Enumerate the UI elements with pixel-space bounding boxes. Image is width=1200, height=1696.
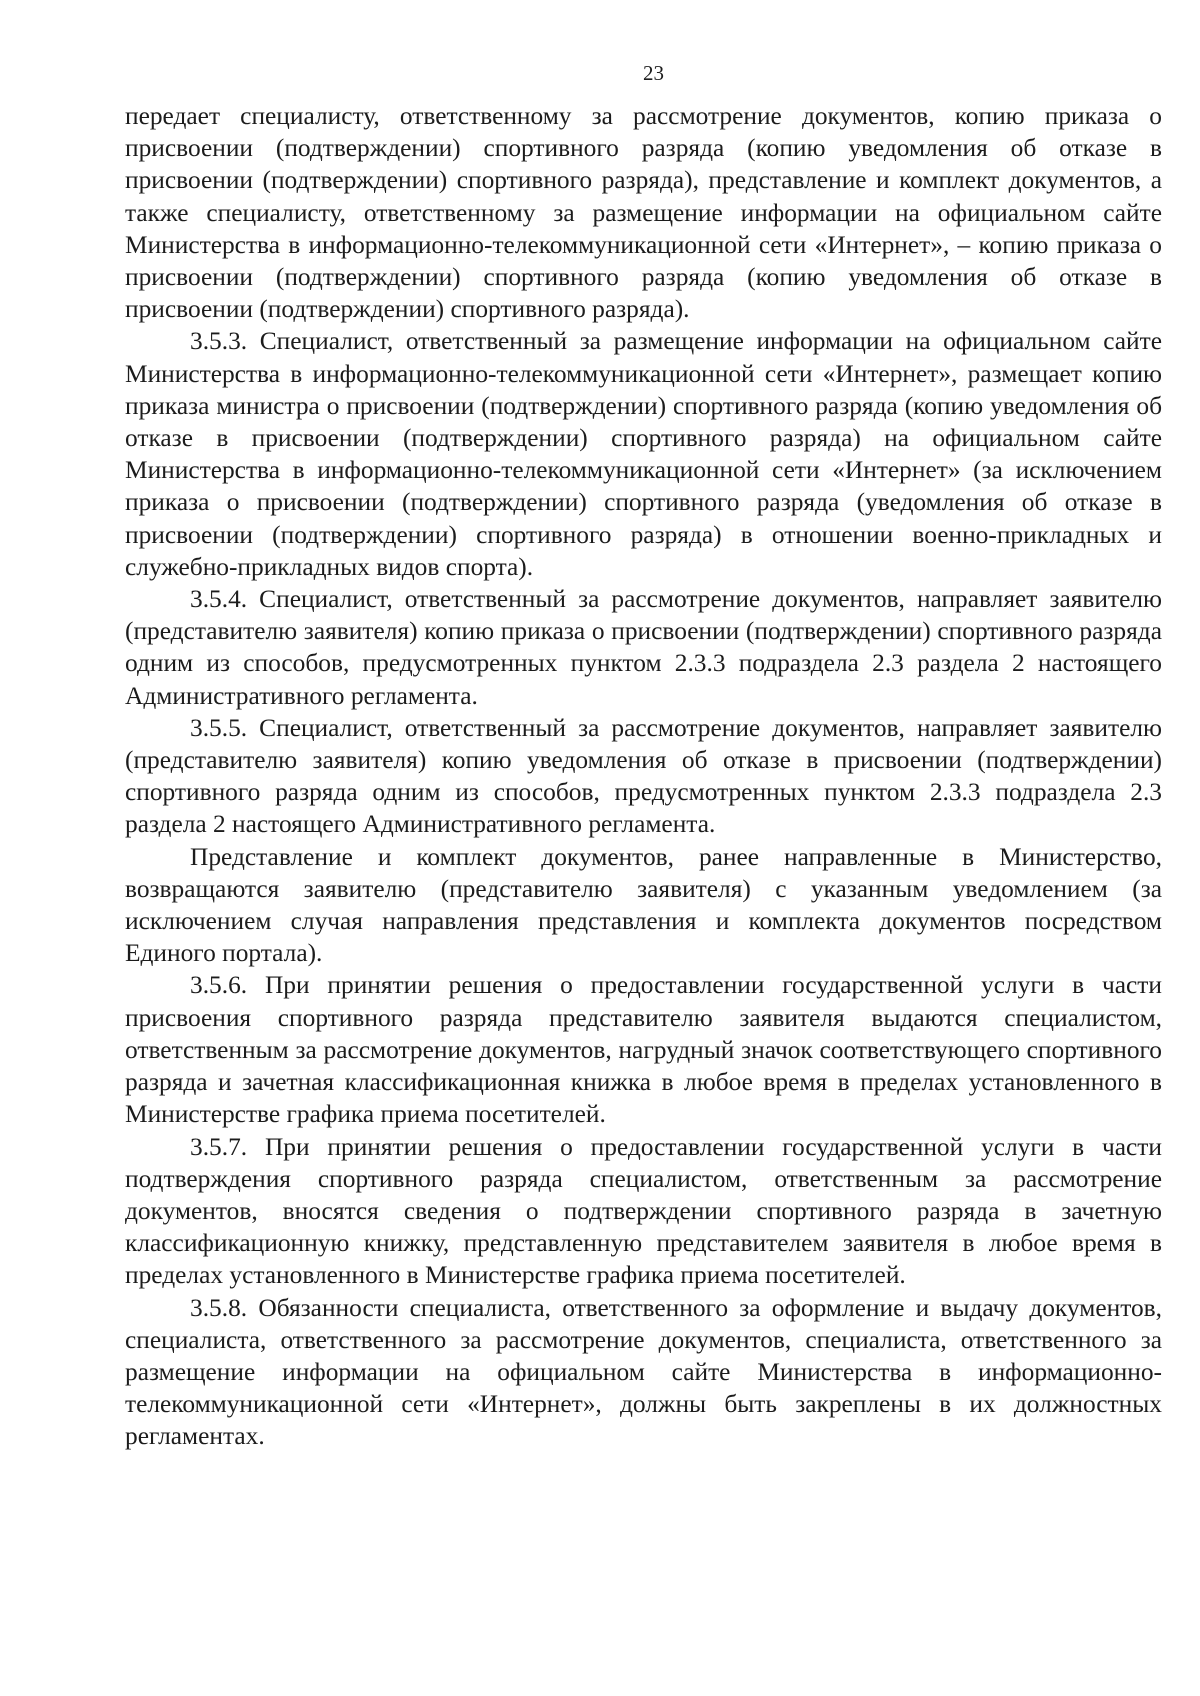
paragraph-3-5-4: 3.5.4. Специалист, ответственный за рассмотрение документов, направляет заявителю (представителю заявителя) копию приказа о присвоении (подтверждении) спортивного разряда одним из способов, предусмотренных пунктом 2.3.3 подраздела 2.3 раздела 2 настоящего Административного регламента.	[125, 585, 1162, 710]
document-page	[125, 58, 1162, 1453]
page-number: 23	[643, 61, 664, 85]
paragraph-3-5-7: 3.5.7. При принятии решения о предоставлении государственной услуги в части подтверждения спортивного разряда специалистом, ответственным за рассмотрение документов, вносятся сведения о подтверждении спортивного разряда в зачетную классификационную книжку, представленную представителем заявителя в любое время в пределах установленного в Министерстве графика приема посетителей.	[125, 1132, 1162, 1290]
paragraph-returned-documents: Представление и комплект документов, ранее направленные в Министерство, возвращаются заявителю (представителю заявителя) с указанным уведомлением (за исключением случая направления представления и комплекта документов посредством Единого портала).	[125, 842, 1162, 968]
paragraph-3-5-5: 3.5.5. Специалист, ответственный за рассмотрение документов, направляет заявителю (представителю заявителя) копию уведомления об отказе в присвоении (подтверждении) спортивного разряда одним из способов, предусмотренных пунктом 2.3.3 подраздела 2.3 раздела 2 настоящего Административного регламента.	[125, 713, 1162, 839]
paragraph-3-5-6: 3.5.6. При принятии решения о предоставлении государственной услуги в части присвоения спортивного разряда представителю заявителя выдаются специалистом, ответственным за рассмотрение документов, нагрудный значок соответствующего спортивного разряда и зачетная классификационная книжка в любое время в пределах установленного в Министерстве графика приема посетителей.	[125, 971, 1162, 1129]
paragraph-3-5-8: 3.5.8. Обязанности специалиста, ответственного за оформление и выдачу документов, специалиста, ответственного за рассмотрение документов, специалиста, ответственного за размещение информации на официальном сайте Министерства в информационно-телекоммуникационной сети «Интернет», должны быть закреплены в их должностных регламентах.	[125, 1293, 1162, 1451]
paragraph-3-5-3: 3.5.3. Специалист, ответственный за размещение информации на официальном сайте Министерства в информационно-телекоммуникационной сети «Интернет», размещает копию приказа министра о присвоении (подтверждении) спортивного разряда (копию уведомления об отказе в присвоении (подтверждении) спортивного разряда) на официальном сайте Министерства в информационно-телекоммуникационной сети «Интернет» (за исключением приказа о присвоении (подтверждении) спортивного разряда (уведомления об отказе в присвоении (подтверждении) спортивного разряда) в отношении военно-прикладных и служебно-прикладных видов спорта).	[125, 327, 1162, 581]
paragraph-continuation: передает специалисту, ответственному за рассмотрение документов, копию приказа о присвоении (подтверждении) спортивного разряда (копию уведомления об отказе в присвоении (подтверждении) спортивного разряда), представление и комплект документов, а также специалисту, ответственному за размещение информации на официальном сайте Министерства в информационно-телекоммуникационной сети «Интернет», – копию приказа о присвоении (подтверждении) спортивного разряда (копию уведомления об отказе в присвоении (подтверждении) спортивного разряда).	[125, 102, 1162, 324]
